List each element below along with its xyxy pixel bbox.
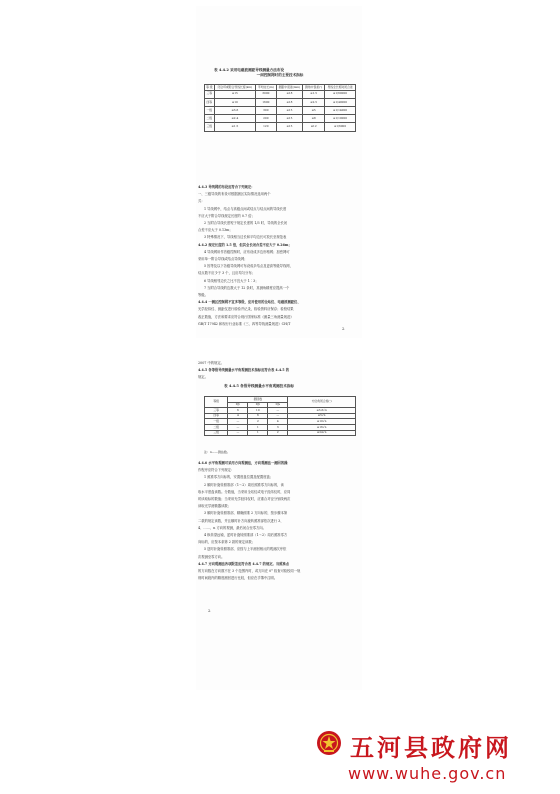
page-1 xyxy=(196,6,362,338)
table-cell: 3000 xyxy=(256,90,276,98)
paragraph-line: 一、三级导线的布设可根据测区实际情况选用两个 xyxy=(198,192,271,197)
paragraph-line: 结点数不应少于 3 个，且应均匀分布； xyxy=(198,271,255,276)
table-cell: 2 xyxy=(268,430,288,436)
table-cell: ≤3.6 xyxy=(214,106,255,114)
table-header: 方位角闭合差(″) xyxy=(288,397,356,408)
paragraph-line: 4.4.5 各等级导线测量水平角观测技术指标应符合表 4.4.5 的 xyxy=(198,368,290,373)
table-cell: ≤24√n xyxy=(288,430,356,436)
table-number: 表 4.4.5 xyxy=(224,384,239,388)
paragraph-line: 4 导线网用作首级控制时，应布设成多边形格网；加密网可 xyxy=(204,249,290,254)
table-cell: — xyxy=(228,424,248,430)
table-cell: ≤1/6000 xyxy=(325,123,356,131)
table-cell: ≤1/60000 xyxy=(325,90,356,98)
table-cell: 三等 xyxy=(205,90,215,98)
table-cell: 6 xyxy=(228,408,248,414)
table-cell: 1 xyxy=(248,430,268,436)
table-row xyxy=(205,115,356,123)
table-cell: 300 xyxy=(256,106,276,114)
table-cell: 4 xyxy=(228,413,248,419)
paragraph-line: 4.4.7 方向观测法各项限差应符合表 4.4.7 的规定。当照准点 xyxy=(198,561,290,566)
page-number: 2 xyxy=(208,608,211,613)
table-cell: ≤1.5 xyxy=(303,90,325,98)
table-cell: ≤1/40000 xyxy=(325,98,356,106)
page-2 xyxy=(196,360,362,690)
table-4-4-2 xyxy=(204,84,356,132)
table-cell: ≤12 xyxy=(303,123,325,131)
site-url: www.wuhe.gov.cn xyxy=(348,764,507,783)
table-cell: 三级 xyxy=(205,123,215,131)
table-4-4-5 xyxy=(204,396,356,436)
paragraph-line: 4 纵转望远镜，逆时针旋转照准部（1～2）周后照准零方 xyxy=(204,533,288,538)
table-row xyxy=(205,90,356,98)
table-header: 等级 xyxy=(205,397,228,408)
paragraph-line: 1 导线网中，结点与高级点间或结点与结点间的导线长度 xyxy=(204,206,287,211)
table-cell: 三级 xyxy=(205,430,228,436)
table-cell: 四等 xyxy=(205,413,228,419)
table-subheader: DJ₂ xyxy=(248,402,268,408)
table-row xyxy=(205,98,356,106)
table-header: 测角中误差(″) xyxy=(303,85,325,91)
page-number: 2 xyxy=(342,326,345,331)
table-cell: — xyxy=(228,430,248,436)
table-row xyxy=(205,430,356,436)
table-cell: ≤5 xyxy=(303,106,325,114)
paragraph-line: 2007 中的规定。 xyxy=(198,361,224,365)
table-cell: 一级 xyxy=(205,419,228,425)
table-subheader: DJ₁ xyxy=(228,402,248,408)
national-emblem-icon xyxy=(316,730,342,756)
paragraph-line: 7 当附合导线的边数大于 12 条时，其测角精度应提高一个 xyxy=(204,285,290,290)
table-cell: 一级 xyxy=(205,106,215,114)
paragraph-line: 3 顺时针旋转照准部，精确照准 2 方向标的，按步骤本第 xyxy=(204,511,288,516)
table-cell: ≤5√n xyxy=(288,413,356,419)
table-cell: 10 xyxy=(248,408,268,414)
table-cell: 二级 xyxy=(205,424,228,430)
paragraph-line: 次观测至零方向。 xyxy=(198,554,225,559)
table-cell: 6 xyxy=(248,413,268,419)
paragraph-line: 1 照准零方向标的，安置度盘位置及配置度盘； xyxy=(204,475,274,480)
paragraph-line: 改正数值，方法和要求应符合现行国家标准《测量三角测量规范》 xyxy=(198,314,294,319)
paragraph-line: 6 导线相邻边长之比不宜大于 1∶3； xyxy=(204,278,259,283)
paragraph-line: 4.4.2 规定长度的 1.5 倍，但其全长闭合差不应大于 0.26m； xyxy=(198,242,292,247)
paragraph-line: 5 逆时针旋转照准部，应按与上半测回相反的观测次序依 xyxy=(204,547,287,552)
table-cell: 4 xyxy=(268,419,288,425)
table-cell: 四等 xyxy=(205,98,215,106)
paragraph-line: 的方向数在方向数不在 3 个范围内时，或方向在 0° 检查可检校同一规 xyxy=(198,569,301,574)
table-cell: 120 xyxy=(256,123,276,131)
table-header: 闭合环或附合导线长度(km) xyxy=(214,85,255,91)
table-cell: — xyxy=(268,408,288,414)
paragraph-line: 向标的，应按本条第 2 款的规定读数； xyxy=(198,540,255,545)
paragraph-line: 二款的规定读数，并且顺时针方向旋转照准部依次进行 3、 xyxy=(198,518,284,523)
paragraph-line: 不应大于附合导线规定长度的 0.7 倍； xyxy=(198,213,255,218)
table-cell: ≤15 xyxy=(276,123,303,131)
paragraph-line: 作程序应符合下列规定： xyxy=(198,468,235,473)
paragraph-line: 4.4.6 水平角观测可采用方向观测法，方向观测法一测回的操 xyxy=(198,461,288,465)
paragraph-line: 4.4.3 导线网的布设应符合下列规定： xyxy=(198,185,255,189)
paragraph-line: 4、……、n 方向的观测，最后闭合至零方向。 xyxy=(198,525,266,530)
table-cell: — xyxy=(228,419,248,425)
table-cell: 2 xyxy=(248,419,268,425)
paragraph-line: 取水平度盘读数。分数值，当采用全站仪或电子经纬仪时，应同 xyxy=(198,489,291,494)
table-number: 表 4.4.2 xyxy=(214,68,229,72)
table-header: 导线全长相对闭合差 xyxy=(325,85,356,91)
table-title-line2: 一面控制网时的主要技术指标 xyxy=(256,73,304,77)
paragraph-line: GB/T 17942 和现行行业标准《三、四等导线测量规范》CH/T xyxy=(198,321,291,326)
paragraph-line: 光学经纬仪、测距仪进行检验并记录，检验资料应保存；检校结果 xyxy=(198,307,294,312)
page-1-body-text xyxy=(198,184,360,328)
table-header: 测距中误差(mm) xyxy=(276,85,303,91)
table-cell: ≤1.5 xyxy=(214,123,255,131)
table-4-4-2-caption xyxy=(204,68,356,78)
table-cell: ≤1/10000 xyxy=(325,115,356,123)
table-cell: ≤15 xyxy=(276,106,303,114)
paragraph-line: 式： xyxy=(198,199,205,204)
table-note: 注：n——测站数。 xyxy=(204,450,230,454)
table-cell: ≤2.5 xyxy=(303,98,325,106)
paragraph-line: 读取光学测微器读数； xyxy=(198,504,231,509)
table-cell: ≤15 xyxy=(214,90,255,98)
site-name: 五河县政府网 xyxy=(350,734,512,762)
paragraph-line: 2 当附合导线长度短于规定长度的 1/3 时，导线的全长闭 xyxy=(204,221,288,226)
table-cell: ≤1/14000 xyxy=(325,106,356,114)
table-title: 采用电磁波测距导线测量方法布设 xyxy=(230,68,285,72)
table-cell: 1 xyxy=(248,424,268,430)
table-4-4-5-caption xyxy=(204,384,376,389)
table-cell: ≤16√n xyxy=(288,424,356,430)
table-cell: ≤10√n xyxy=(288,419,356,425)
table-cell: ≤18 xyxy=(276,98,303,106)
table-cell: ≤8 xyxy=(303,115,325,123)
table-header: 等 级 xyxy=(206,84,213,89)
paragraph-line: 则时间段内的精度测回进行比较，但应在手簿中注明。 xyxy=(198,576,278,581)
paragraph-line: 等级。 xyxy=(198,293,208,298)
table-header: 平均边长(m) xyxy=(256,85,276,91)
paragraph-line: 时读取标的数值；当采用光学经纬仪时，应重合对径分划线两次 xyxy=(198,497,291,502)
paragraph-line: 规定。 xyxy=(198,375,208,380)
paragraph-line: 2 顺时针旋转照准部（1～2）周后照准零方向标的，读 xyxy=(204,482,284,487)
table-header: 测回数 xyxy=(228,397,288,403)
table-cell: 三等 xyxy=(205,408,228,414)
page-2-top-text xyxy=(198,360,360,382)
table-cell: 二级 xyxy=(205,115,215,123)
table-cell: ≤15 xyxy=(276,115,303,123)
table-cell: ≤18 xyxy=(276,90,303,98)
table-row xyxy=(205,123,356,131)
table-row xyxy=(205,106,356,114)
paragraph-line: 4.4.4 一测区控制网不宜多等级，应对使用的全站仪、电磁波测距仪、 xyxy=(198,300,301,305)
paragraph-line: 合差不应大于 0.13m； xyxy=(198,228,233,233)
table-cell: 1600 xyxy=(256,98,276,106)
table-subheader: DJ₆ xyxy=(268,402,288,408)
table-cell: 200 xyxy=(256,115,276,123)
table-title: 各级导线测量水平角观测技术指标 xyxy=(240,384,295,388)
table-cell: 3 xyxy=(268,424,288,430)
paragraph-line: 5 因等及以下各级导线网可布设成多结点及更高等级导线网， xyxy=(204,264,293,269)
paragraph-line: 采用单一附合导线或结点导线网； xyxy=(198,257,248,262)
table-cell: ≤2.4 xyxy=(214,115,255,123)
paragraph-line: 3 特殊情况下，导线相当边长和平均边长可放长至规范表 xyxy=(204,235,287,240)
table-cell: ≤3.6√n xyxy=(288,408,356,414)
table-cell: — xyxy=(268,413,288,419)
table-cell: ≤10 xyxy=(214,98,255,106)
page-2-body-text xyxy=(198,460,360,582)
